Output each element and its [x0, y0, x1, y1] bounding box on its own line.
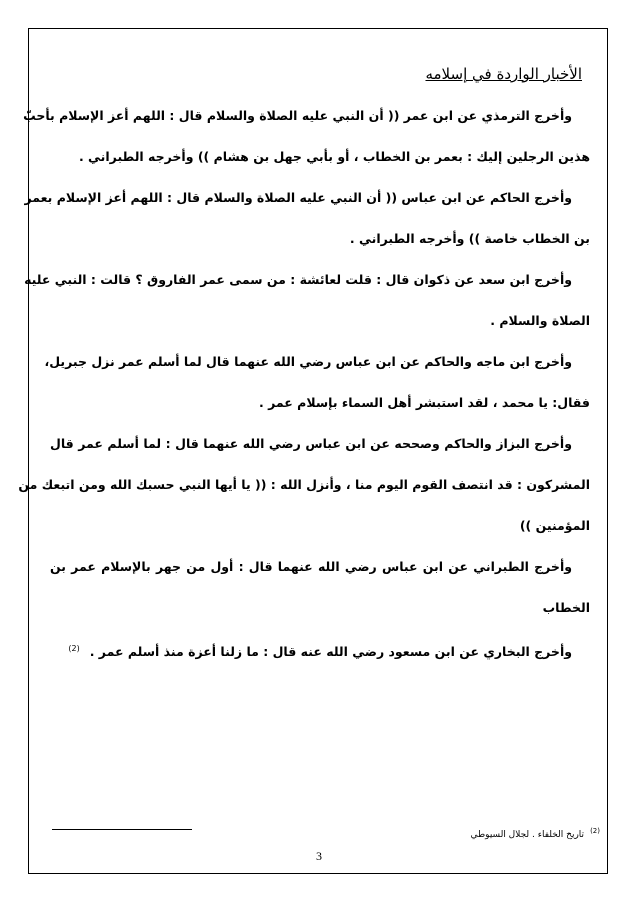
- paragraph-line: بن الخطاب خاصة )) وأخرجه الطبراني .: [349, 231, 590, 246]
- paragraph-line: [50, 639, 590, 658]
- paragraph-line: وأخرج الطبراني عن ابن عباس رضي الله عنهما قال : أول من جهر بالإسلام عمر بن: [50, 559, 572, 574]
- footnote: [471, 824, 600, 842]
- paragraph-bukhari: [50, 639, 590, 658]
- paragraph-tirmidhi: [23, 106, 590, 166]
- section-heading: الأخبار الواردة في إسلامه: [425, 65, 582, 83]
- paragraph-line: وأخرج ابن ماجه والحاكم عن ابن عباس رضي الله عنهما قال لما أسلم عمر نزل جبريل،: [44, 354, 572, 369]
- paragraph-ibn-majah: [44, 352, 590, 412]
- paragraph-tabarani: [50, 557, 590, 617]
- paragraph-line: المؤمنين )): [519, 518, 590, 533]
- footnote-reference: (2): [68, 644, 80, 653]
- paragraph-bazzar: [18, 434, 590, 535]
- footnote-text: تاريخ الخلفاء . لجلال السيوطي: [470, 830, 585, 840]
- paragraph-line: فقال: يا محمد ، لقد استبشر أهل السماء بإسلام عمر .: [259, 395, 590, 410]
- page-content: [18, 64, 590, 680]
- paragraph-line: الخطاب: [542, 600, 590, 615]
- paragraph-line: المشركون : قد انتصف القوم اليوم منا ، وأنزل الله : (( يا أيها النبي حسبك الله ومن اتبعك من: [18, 477, 590, 492]
- paragraph-line: وأخرج البزاز والحاكم وصححه عن ابن عباس رضي الله عنهما قال : لما أسلم عمر قال: [50, 436, 572, 451]
- paragraph-ibn-saad: [24, 270, 590, 330]
- paragraph-line: الصلاة والسلام .: [490, 313, 590, 328]
- footnote-number: (2): [590, 827, 600, 835]
- paragraph-line: وأخرج الترمذي عن ابن عمر (( أن النبي عليه الصلاة والسلام قال : اللهم أعز الإسلام بأحبّ: [23, 108, 572, 123]
- paragraph-hakim: [24, 188, 590, 248]
- page-number: 3: [316, 849, 322, 863]
- paragraph-line: وأخرج ابن سعد عن ذكوان قال : قلت لعائشة : من سمى عمر الفاروق ؟ قالت : النبي عليه: [24, 272, 572, 287]
- paragraph-line-text: وأخرج البخاري عن ابن مسعود رضي الله عنه قال : ما زلنا أعزة منذ أسلم عمر .: [89, 644, 572, 660]
- paragraph-line: هذين الرجلين إليك : بعمر بن الخطاب ، أو بأبي جهل بن هشام )) وأخرجه الطبراني .: [78, 149, 590, 164]
- footnote-separator: [52, 829, 192, 830]
- paragraph-line: وأخرج الحاكم عن ابن عباس (( أن النبي عليه الصلاة والسلام قال : اللهم أعز الإسلام بعمر: [24, 190, 572, 205]
